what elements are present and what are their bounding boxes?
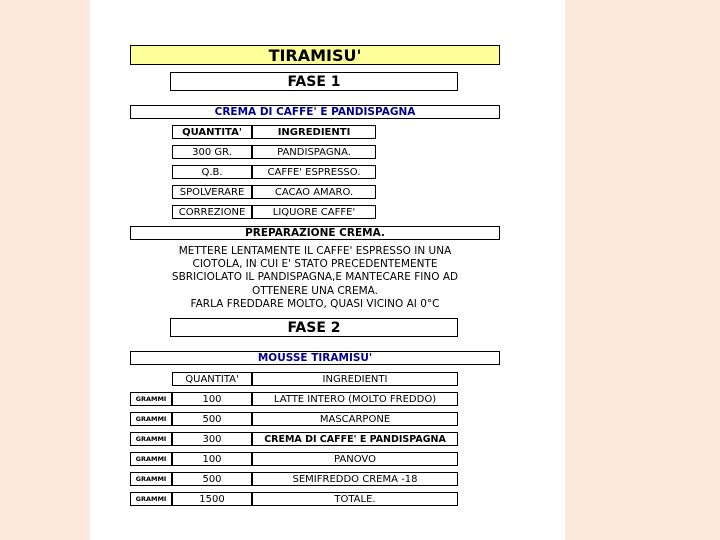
preparation-line: OTTENERE UNA CREMA. [251, 284, 378, 297]
phase-2-row-1-unit: GRAMMI [130, 392, 172, 406]
phase-1-row-3-qty: SPOLVERARE [172, 185, 252, 199]
phase-2-row-6-qty: 1500 [172, 492, 252, 506]
phase-2-row-5-qty: 500 [172, 472, 252, 486]
phase-2-row-5-ingredient: SEMIFREDDO CREMA -18 [252, 472, 458, 486]
preparation-text [140, 245, 490, 311]
recipe-title: TIRAMISU' [130, 45, 500, 65]
phase-2-header-quantity: QUANTITA' [172, 372, 252, 386]
phase-1-row-1-ingredient: PANDISPAGNA. [252, 145, 376, 159]
phase-1-row-3-ingredient: CACAO AMARO. [252, 185, 376, 199]
phase-2-row-3-unit: GRAMMI [130, 432, 172, 446]
phase-2-row-4-ingredient: PANOVO [252, 452, 458, 466]
phase-2-row-5-unit: GRAMMI [130, 472, 172, 486]
phase-2-row-2-unit: GRAMMI [130, 412, 172, 426]
phase-1-row-2-ingredient: CAFFE' ESPRESSO. [252, 165, 376, 179]
preparation-line: FARLA FREDDARE MOLTO, QUASI VICINO AI 0°C [190, 297, 440, 310]
phase-2-label: FASE 2 [170, 318, 458, 337]
phase-1-header-quantity: QUANTITA' [172, 125, 252, 139]
phase-1-row-2-qty: Q.B. [172, 165, 252, 179]
phase-1-section-title: CREMA DI CAFFE' E PANDISPAGNA [130, 105, 500, 119]
phase-2-section-title: MOUSSE TIRAMISU' [130, 351, 500, 365]
phase-2-row-1-qty: 100 [172, 392, 252, 406]
phase-2-row-1-ingredient: LATTE INTERO (MOLTO FREDDO) [252, 392, 458, 406]
phase-1-header-ingredients: INGREDIENTI [252, 125, 376, 139]
phase-2-row-6-ingredient: TOTALE. [252, 492, 458, 506]
phase-2-header-ingredients: INGREDIENTI [252, 372, 458, 386]
phase-1-row-4-ingredient: LIQUORE CAFFE' [252, 205, 376, 219]
preparation-line: METTERE LENTAMENTE IL CAFFE' ESPRESSO IN UNA [178, 245, 452, 257]
phase-2-row-2-qty: 500 [172, 412, 252, 426]
phase-2-row-3-qty: 300 [172, 432, 252, 446]
phase-2-row-2-ingredient: MASCARPONE [252, 412, 458, 426]
phase-2-row-4-unit: GRAMMI [130, 452, 172, 466]
phase-1-label: FASE 1 [170, 72, 458, 91]
preparation-line: CIOTOLA, IN CUI E' STATO PRECEDENTEMENTE [192, 258, 438, 271]
preparation-title: PREPARAZIONE CREMA. [130, 226, 500, 240]
phase-2-row-6-unit: GRAMMI [130, 492, 172, 506]
phase-2-row-4-qty: 100 [172, 452, 252, 466]
phase-1-row-1-qty: 300 GR. [172, 145, 252, 159]
preparation-line: SBRICIOLATO IL PANDISPAGNA,E MANTECARE FINO AD [171, 271, 459, 284]
phase-1-row-4-qty: CORREZIONE [172, 205, 252, 219]
phase-2-row-3-ingredient: CREMA DI CAFFE' E PANDISPAGNA [252, 432, 458, 446]
